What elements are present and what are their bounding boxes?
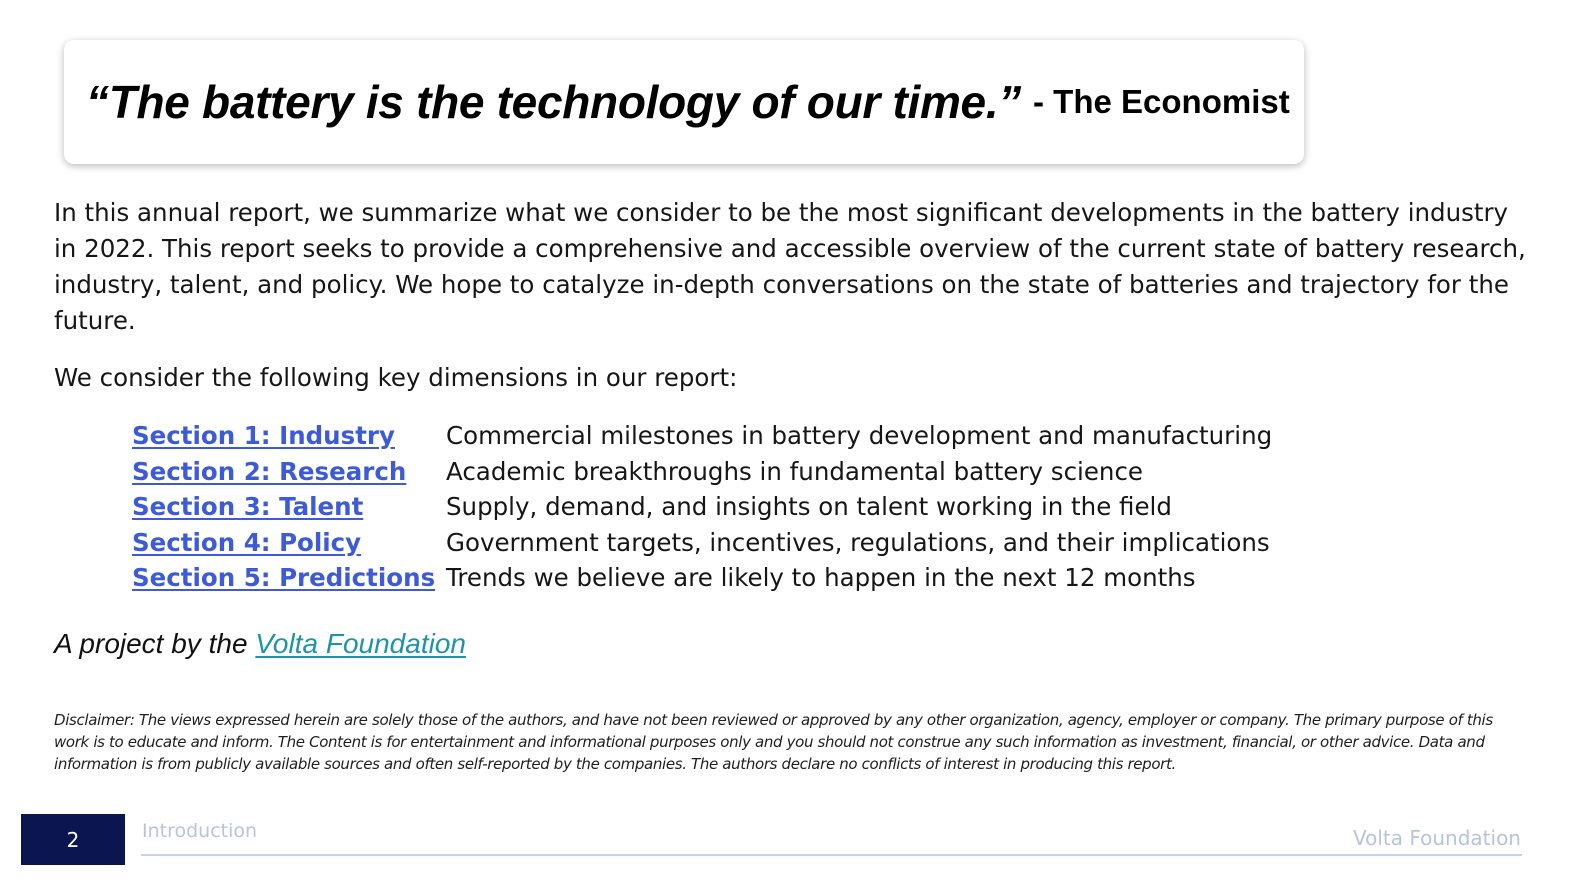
section-1-link[interactable]: Section 1: Industry: [132, 421, 395, 450]
section-5-link[interactable]: Section 5: Predictions: [132, 563, 436, 592]
disclaimer: Disclaimer: The views expressed herein are solely those of the authors, and have not been reviewed or approved by any other organization, agency, employer or company. The primary purpose of this work is to educate and inform. The Content is for entertainment and informational purposes only and you should not construe any such information as investment, financial, or other advice. Data and information is from publicly available sources and often self-reported by the companies. The authors declare no conflicts of interest in producing this report.: [54, 711, 1493, 773]
section-4-description: Government targets, incentives, regulations, and their implications: [446, 527, 1270, 557]
dimensions-lead: We consider the following key dimensions in our report:: [54, 363, 738, 392]
footer-divider: [141, 854, 1522, 856]
project-credit: [54, 628, 466, 660]
intro-paragraph: In this annual report, we summarize what we consider to be the most significant developments in the battery industry in 2022. This report seeks to provide a comprehensive and accessible overview of the current state of battery research, industry, talent, and policy. We hope to catalyze in-depth conversations on the state of batteries and trajectory for the future.: [54, 198, 1526, 335]
section-row-1: [132, 418, 1332, 454]
section-row-3: [132, 489, 1332, 525]
section-row-4: [132, 525, 1332, 561]
project-prefix: A project by the: [54, 628, 248, 659]
quote-card: [64, 40, 1304, 164]
sections-list: [132, 418, 1332, 596]
volta-foundation-link[interactable]: Volta Foundation: [255, 628, 466, 659]
quote-source: - The Economist: [1033, 83, 1290, 120]
quote-text: “The battery is the technology of our time.”: [86, 76, 1022, 128]
footer-section-name: Introduction: [142, 820, 258, 842]
page-number-badge: 2: [21, 814, 125, 865]
section-1-description: Commercial milestones in battery development and manufacturing: [446, 421, 1273, 450]
section-3-link[interactable]: Section 3: Talent: [132, 492, 364, 521]
footer-org-name: Volta Foundation: [1352, 826, 1521, 850]
section-2-description: Academic breakthroughs in fundamental battery science: [446, 456, 1143, 486]
section-row-5: [132, 560, 1332, 596]
section-5-description: Trends we believe are likely to happen in the next 12 months: [446, 563, 1196, 592]
section-3-description: Supply, demand, and insights on talent working in the field: [446, 492, 1172, 521]
section-2-link[interactable]: Section 2: Research: [132, 456, 407, 486]
section-row-2: [132, 454, 1332, 490]
section-4-link[interactable]: Section 4: Policy: [132, 527, 362, 557]
